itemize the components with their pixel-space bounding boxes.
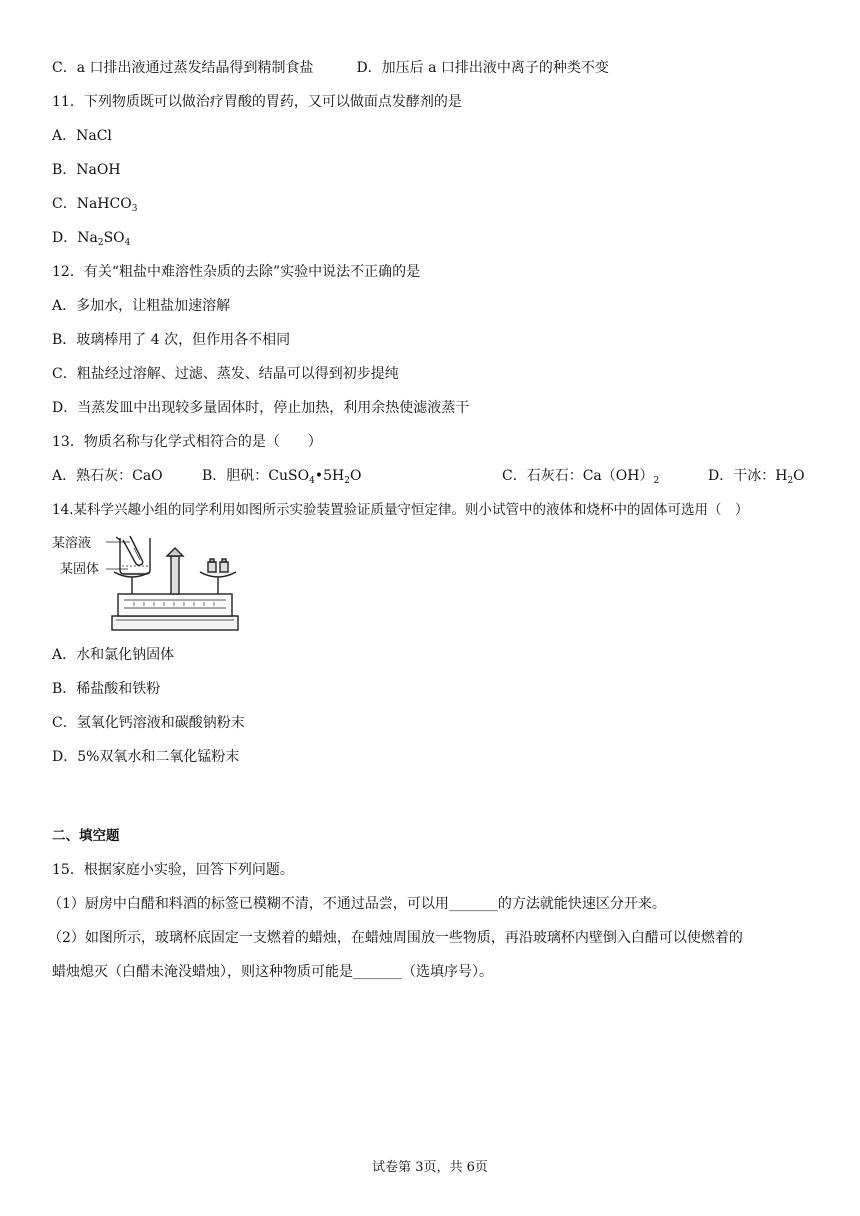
- q13-option-d: [708, 466, 805, 486]
- q15-stem: 15．根据家庭小实验，回答下列问题。: [52, 862, 294, 878]
- q10-option-d: D．加压后 a 口排出液中离子的种类不变: [356, 60, 609, 76]
- balance-apparatus-figure: [50, 532, 242, 634]
- q13-option-c: [502, 466, 708, 486]
- q13-option-d-sub: 2: [787, 476, 794, 486]
- q12-option-c: C．粗盐经过溶解、过滤、蒸发、结晶可以得到初步提纯: [52, 366, 399, 382]
- q13-option-b-sub1: 4: [309, 476, 315, 486]
- q11-option-d-label: D．Na: [52, 230, 98, 246]
- q11-option-a: A．NaCl: [52, 128, 112, 144]
- right-pan: [200, 572, 236, 577]
- q13-option-c-sub: 2: [653, 476, 660, 486]
- q13-option-a: A．熟石灰：CaO: [52, 468, 163, 484]
- q14-option-c: C．氢氧化钙溶液和碳酸钠粉末: [52, 715, 245, 731]
- q10-option-c: C．a 口排出液通过蒸发结晶得到精制食盐: [52, 60, 314, 76]
- q13-option-b: [202, 466, 502, 486]
- weight-2: [220, 562, 228, 572]
- q13-option-b-post: O: [349, 468, 362, 484]
- q11-option-c-label: C．NaHCO: [52, 196, 132, 212]
- q14-option-d: D．5%双氧水和二氧化锰粉末: [52, 749, 240, 765]
- q10-options-row: [52, 58, 609, 78]
- q12-option-a: A．多加水，让粗盐加速溶解: [52, 298, 231, 314]
- q13-stem: 13．物质名称与化学式相符合的是（ ）: [52, 434, 322, 450]
- figure-label-solid: 某固体: [60, 562, 100, 577]
- q11-option-d-mid: SO: [103, 230, 125, 246]
- q15-part2-line1: （2）如图所示，玻璃杯底固定一支燃着的蜡烛，在蜡烛周围放一些物质，再沿玻璃杯内壁倒入白醋可以使燃着的: [48, 930, 743, 946]
- q15-part1: （1）厨房中白醋和料酒的标签已模糊不清，不通过品尝，可以用_______的方法就能快速区分开来。: [48, 896, 666, 912]
- q11-option-d-sub2: 4: [124, 238, 131, 248]
- q12-option-b: B．玻璃棒用了 4 次，但作用各不相同: [52, 332, 291, 348]
- q12-option-d: D．当蒸发皿中出现较多量固体时，停止加热，利用余热使滤液蒸干: [52, 400, 470, 416]
- q15-part2-line2: 蜡烛熄灭（白醋未淹没蜡烛），则这种物质可能是_______（选填序号）。: [52, 964, 493, 980]
- q14-stem: 14.某科学兴趣小组的同学利用如图所示实验装置验证质量守恒定律。则小试管中的液体和烧杯中的固体可选用（ ）: [52, 502, 749, 518]
- q13-options-row: [52, 466, 805, 486]
- balance-body: [118, 594, 232, 616]
- q14-option-a: A．水和氯化钠固体: [52, 647, 175, 663]
- q13-option-b-sub2: 2: [344, 476, 350, 486]
- balance-base: [112, 616, 238, 630]
- q13-option-b-pre: B．胆矾：CuSO: [202, 468, 310, 484]
- q11-option-c: [52, 194, 137, 214]
- q12-stem: 12．有关“粗盐中难溶性杂质的去除”实验中说法不正确的是: [52, 264, 421, 280]
- test-tube: [123, 536, 143, 565]
- q14-option-b: B．稀盐酸和铁粉: [52, 681, 161, 697]
- weight-1: [208, 562, 216, 572]
- q13-option-b-mid: •5H: [314, 468, 345, 484]
- q11-option-b: B．NaOH: [52, 162, 121, 178]
- page-footer: 试卷第 3页，共 6页: [372, 1160, 488, 1175]
- q13-option-c-pre: C．石灰石：Ca（OH）: [502, 468, 654, 484]
- figure-label-liquid: 某溶液: [52, 536, 92, 551]
- q13-option-d-pre: D．干冰：H: [708, 468, 788, 484]
- q13-option-d-post: O: [793, 468, 805, 484]
- q11-option-c-sub: 3: [131, 204, 138, 214]
- q11-option-d: [52, 228, 130, 248]
- balance-pillar: [171, 556, 179, 594]
- section-heading: 二、填空题: [52, 828, 120, 844]
- q11-option-d-sub1: 2: [97, 238, 104, 248]
- q11-stem: 11．下列物质既可以做治疗胃酸的胃药，又可以做面点发酵剂的是: [52, 94, 462, 110]
